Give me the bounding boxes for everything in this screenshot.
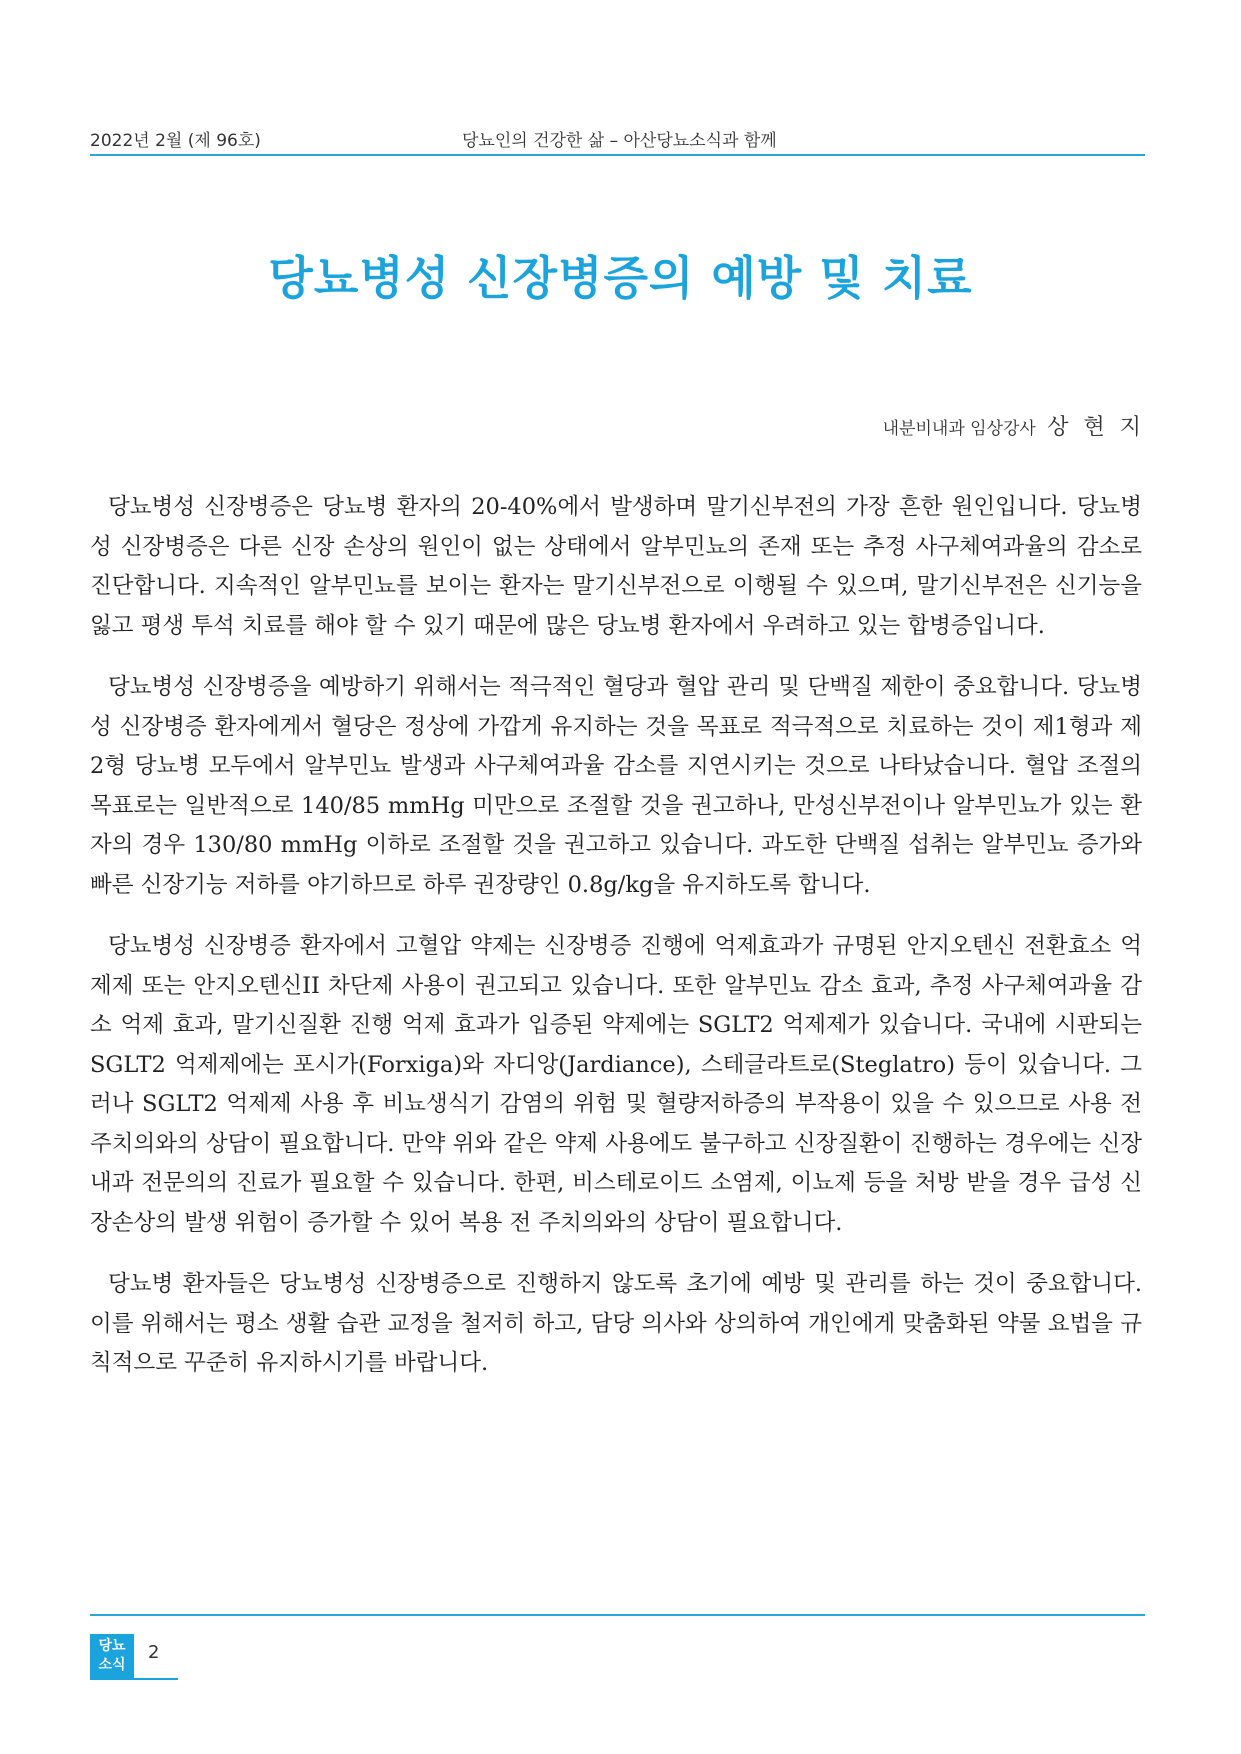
newsletter-badge — [90, 1634, 134, 1678]
page-header — [90, 120, 1145, 156]
paragraph-4: 당뇨병 환자들은 당뇨병성 신장병증으로 진행하지 않도록 초기에 예방 및 관리를 하는 것이 중요합니다. 이를 위해서는 평소 생활 습관 교정을 철저히 하고, 담당 의사와 상의하여 개인에게 맞춤화된 약물 요법을 규칙적으로 꾸준히 유지하시기를 바랍니다. — [90, 1271, 1142, 1376]
author-name: 상 현 지 — [1047, 415, 1145, 440]
author-byline — [883, 410, 1145, 441]
article-title: 당뇨병성 신장병증의 예방 및 치료 — [268, 251, 973, 305]
paragraph-1: 당뇨병성 신장병증은 당뇨병 환자의 20-40%에서 발생하며 말기신부전의 가장 흔한 원인입니다. 당뇨병성 신장병증은 다른 신장 손상의 원인이 없는 상태에서 알부민뇨의 존재 또는 추정 사구체여과율의 감소로 진단합니다. 지속적인 알부민뇨를 보이는 환자는 말기신부전으로 이행될 수 있으며, 말기신부전은 신기능을 잃고 평생 투석 치료를 해야 할 수 있기 때문에 많은 당뇨병 환자에서 우려하고 있는 합병증입니다. — [90, 494, 1142, 639]
issue-info: 2022년 2월 (제 96호) — [90, 131, 261, 151]
badge-line-1: 당뇨 — [98, 1638, 126, 1654]
newsletter-tagline: 당뇨인의 건강한 삶 – 아산당뇨소식과 함께 — [462, 131, 777, 151]
footer-divider — [90, 1614, 1145, 1616]
footer-underline — [90, 1678, 178, 1680]
badge-line-2: 소식 — [98, 1657, 126, 1673]
paragraph-3: 당뇨병성 신장병증 환자에서 고혈압 약제는 신장병증 진행에 억제효과가 규명된 안지오텐신 전환효소 억제제 또는 안지오텐신II 차단제 사용이 권고되고 있습니다. 또한 알부민뇨 감소 효과, 추정 사구체여과율 감소 억제 효과, 말기신질환 진행 억제 효과가 입증된 약제에는 SGLT2 억제제가 있습니다. 국내에 시판되는 SGLT2 억제제에는 포시가(Forxiga)와 자디앙(Jardiance), 스테글라트로(Steglatro) 등이 있습니다. 그러나 SGLT2 억제제 사용 후 비뇨생식기 감염의 위험 및 혈량저하증의 부작용이 있을 수 있으므로 사용 전 주치의와의 상담이 필요합니다. 만약 위와 같은 약제 사용에도 불구하고 신장질환이 진행하는 경우에는 신장내과 전문의의 진료가 필요할 수 있습니다. 한편, 비스테로이드 소염제, 이뇨제 등을 처방 받을 경우 급성 신장손상의 발생 위험이 증가할 수 있어 복용 전 주치의와의 상담이 필요합니다. — [90, 933, 1142, 1236]
article-body — [90, 488, 1142, 1406]
page-number: 2 — [148, 1642, 160, 1663]
paragraph-2: 당뇨병성 신장병증을 예방하기 위해서는 적극적인 혈당과 혈압 관리 및 단백질 제한이 중요합니다. 당뇨병성 신장병증 환자에게서 혈당은 정상에 가깝게 유지하는 것을 목표로 적극적으로 치료하는 것이 제1형과 제2형 당뇨병 모두에서 알부민뇨 발생과 사구체여과율 감소를 지연시키는 것으로 나타났습니다. 혈압 조절의 목표로는 일반적으로 140/85 mmHg 미만으로 조절할 것을 권고하나, 만성신부전이나 알부민뇨가 있는 환자의 경우 130/80 mmHg 이하로 조절할 것을 권고하고 있습니다. 과도한 단백질 섭취는 알부민뇨 증가와 빠른 신장기능 저하를 야기하므로 하루 권장량인 0.8g/kg을 유지하도록 합니다. — [90, 674, 1142, 898]
author-role: 내분비내과 임상강사 — [882, 419, 1036, 439]
